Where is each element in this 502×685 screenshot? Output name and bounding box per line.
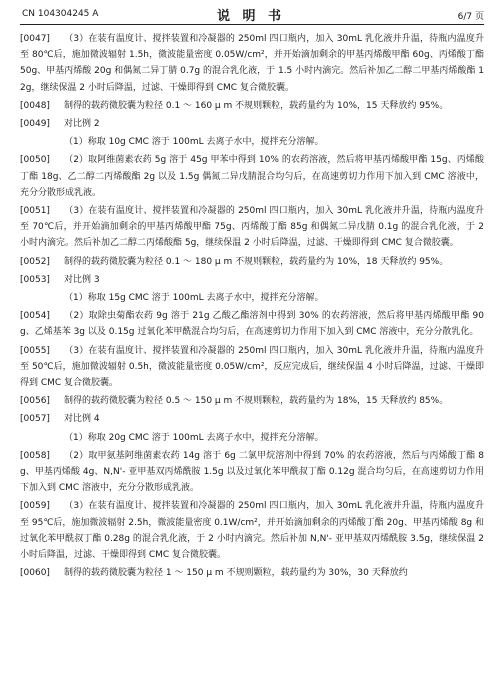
paragraph-number: [0049] <box>20 119 50 130</box>
paragraph-step <box>20 290 484 306</box>
paragraph-text: （2）取除虫菊酯农药 9g 溶于 21g 乙酸乙酯溶剂中得到 30% 的农药溶液，然后将甲基丙烯酸甲酯 90g、乙烯基苯 3g 以及 0.15g 过氧化苯甲酰混合均匀后，在高速剪切力作用下加入到 CMC 溶液中，充分分散乳化。 <box>20 311 484 338</box>
paragraph-number: [0057] <box>20 414 50 425</box>
paragraph-step <box>20 134 484 150</box>
paragraph-text: （3）在装有温度计、搅拌装置和冷凝器的 250ml 四口瓶内，加入 30mL 乳化液并升温，待瓶内温度升至 70℃后，并开始滴加剩余的甲基丙烯酸甲酯 75g、丙烯酸丁酯 85g 和偶氮二异戊腈 0.1g 的混合乳化液，于 2 小时内滴完。然后补加乙二醇二丙烯酸酯 5g，继续保温 2 小时后降温，过滤、干燥即得到 CMC 复合微胶囊。 <box>20 206 484 249</box>
paragraph-0059 <box>20 498 484 563</box>
paragraph-0058 <box>20 448 484 497</box>
paragraph-text: 制得的载药微胶囊为粒径 0.1 ～ 160 μ m 不规则颗粒，载药量约为 10%，15 天释放约 95%。 <box>64 100 449 111</box>
document-body <box>20 31 484 584</box>
paragraph-0060 <box>20 565 484 581</box>
paragraph-number: [0058] <box>20 450 50 461</box>
paragraph-number: [0053] <box>20 274 50 285</box>
paragraph-0052 <box>20 254 484 270</box>
paragraph-text: （3）在装有温度计、搅拌装置和冷凝器的 250ml 四口瓶内，加入 30mL 乳化液并升温，待瓶内温度升至 50℃后，施加微波辐射 0.5h，微波能量密度 0.05W/cm²，反应完成后，继续保温 4 小时后降温，过滤、干燥即得到 CMC 复合微胶囊。 <box>20 345 484 389</box>
paragraph-number: [0050] <box>20 155 50 166</box>
paragraph-text: （3）在装有温度计、搅拌装置和冷凝器的 250ml 四口瓶内，加入 30mL 乳化液并升温，待瓶内温度升至 95℃后，施加微波辐射 2.5h，微波能量密度 0.1W/cm²，并开始滴加剩余的丙烯酸丁酯 20g、甲基丙烯酸 8g 和过氧化苯甲酰叔丁酯 0.28g 的混合乳化液，于 2 小时内滴完。然后补加 N,N'- 亚甲基双丙烯酰胺 3.5g，继续保温 2 小时后降温，过滤、干燥即得到 CMC 复合微胶囊。 <box>20 501 484 561</box>
document-title: 说 明 书 <box>216 9 286 24</box>
paragraph-0051 <box>20 203 484 252</box>
paragraph-text: 对比例 3 <box>64 274 100 285</box>
paragraph-0053 <box>20 272 484 288</box>
paragraph-number: [0048] <box>20 100 50 111</box>
paragraph-number: [0054] <box>20 311 50 322</box>
paragraph-text: 制得的载药微胶囊为粒径 0.1 ～ 180 μ m 不规则颗粒，载药量约为 10%，18 天释放约 95%。 <box>64 256 449 267</box>
paragraph-number: [0055] <box>20 345 50 356</box>
paragraph-step <box>20 430 484 446</box>
paragraph-text: （1）称取 15g CMC 溶于 100mL 去离子水中，搅拌充分溶解。 <box>64 293 324 304</box>
paragraph-0048 <box>20 98 484 114</box>
paragraph-text: （1）称取 20g CMC 溶于 100mL 去离子水中，搅拌充分溶解。 <box>64 432 324 443</box>
paragraph-text: 制得的载药微胶囊为粒径 1 ～ 150 μ m 不规则颗粒，载药量约为 30%，30 天释放约 <box>64 568 408 579</box>
paragraph-number: [0051] <box>20 206 50 217</box>
paragraph-text: （1）称取 10g CMC 溶于 100mL 去离子水中，搅拌充分溶解。 <box>64 137 324 148</box>
paragraph-text: 制得的载药微胶囊为粒径 0.5 ～ 150 μ m 不规则颗粒，载药量约为 18%，15 天释放约 85%。 <box>64 396 449 407</box>
page-header <box>0 0 502 24</box>
paragraph-0054 <box>20 308 484 340</box>
header-divider <box>20 24 484 25</box>
paragraph-number: [0052] <box>20 256 50 267</box>
paragraph-number: [0047] <box>20 34 50 44</box>
paragraph-text: （2）取甲氨基阿维菌素农药 14g 溶于 6g 二氯甲烷溶剂中得到 70% 的农药溶液，然后与丙烯酸丁酯 8g、甲基丙烯酸 4g、N,N'- 亚甲基双丙烯酰胺 1.5g 以及过氧化苯甲酰叔丁酯 0.12g 混合均匀后，在高速剪切力作用下加入到 CMC 溶液中，充分分散形成乳液。 <box>20 450 484 494</box>
paragraph-number: [0056] <box>20 396 50 407</box>
paragraph-text: （3）在装有温度计、搅拌装置和冷凝器的 250ml 四口瓶内，加入 30mL 乳化液并升温，待瓶内温度升至 80℃后，施加微波辐射 1.5h，微波能量密度 0.05W/cm²，并开始滴加剩余的甲基丙烯酸甲酯 60g、丙烯酸丁酯 50g、甲基丙烯酸 20g 和偶氮二异丁腈 0.7g 的混合乳化液，于 1.5 小时内滴完。然后补加乙二醇二甲基丙烯酸酯 12g，继续保温 2 小时后降温，过滤、干燥即得到 CMC 复合微胶囊。 <box>20 34 484 93</box>
paragraph-text: （2）取阿维菌素农药 5g 溶于 45g 甲苯中得到 10% 的农药溶液，然后将甲基丙烯酸甲酯 15g、丙烯酸丁酯 18g、乙二醇二丙烯酸酯 2g 以及 1.5g 偶氮二异戊腈混合均匀后，在高速剪切力作用下加入到 CMC 溶液中，充分分散形成乳液。 <box>20 155 484 198</box>
paragraph-0056 <box>20 393 484 409</box>
paragraph-0049 <box>20 116 484 132</box>
patent-number: CN 104304245 A <box>22 9 99 19</box>
paragraph-0050 <box>20 152 484 201</box>
page-number: 6/7 页 <box>457 12 484 22</box>
paragraph-0057 <box>20 411 484 427</box>
paragraph-number: [0060] <box>20 568 50 579</box>
paragraph-0055 <box>20 343 484 392</box>
paragraph-number: [0059] <box>20 501 50 512</box>
paragraph-text: 对比例 2 <box>64 119 100 130</box>
paragraph-0047 <box>20 31 484 96</box>
paragraph-text: 对比例 4 <box>64 414 100 425</box>
